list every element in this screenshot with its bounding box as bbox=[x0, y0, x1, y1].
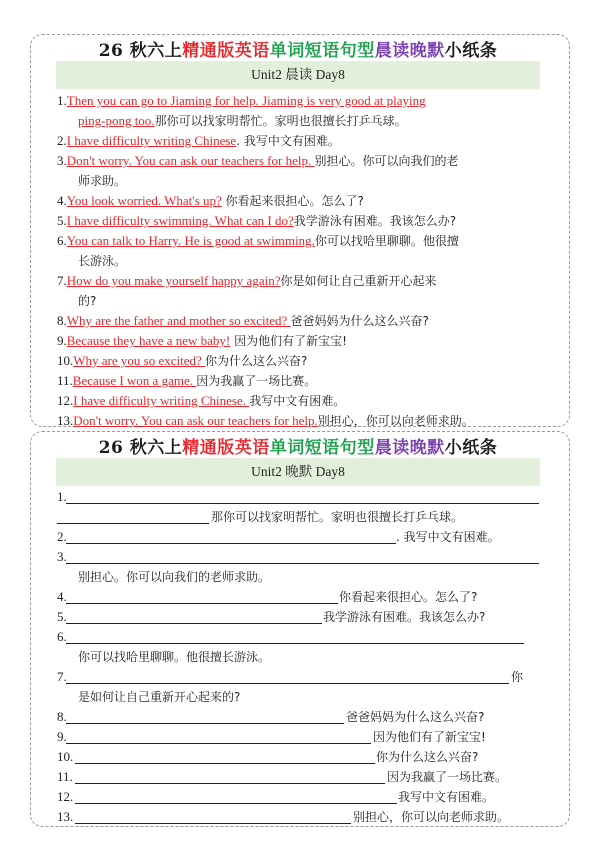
title-part-grade: 26 秋六上 bbox=[98, 41, 183, 61]
reading-item: 5.I have difficulty swimming. What can I do?我学游泳有困难。我该怎么办? bbox=[57, 213, 457, 228]
title-part-type: 小纸条 bbox=[444, 41, 498, 61]
answer-blank[interactable] bbox=[66, 643, 524, 644]
dictation-item: 11. 因为我赢了一场比赛。 bbox=[57, 769, 508, 784]
dictation-item-cont: 那你可以找家明帮忙。家明也很擅长打乒乓球。 bbox=[57, 507, 547, 527]
reading-item-cont: 的? bbox=[78, 294, 97, 308]
dictation-item: 10. 你为什么这么兴奋? bbox=[57, 749, 479, 764]
dictation-list bbox=[57, 487, 547, 827]
reading-item: 8.Why are the father and mother so excited? 爸爸妈妈为什么这么兴奋? bbox=[57, 313, 429, 328]
dictation-item: 4. 你看起来很担心。怎么了? bbox=[57, 589, 478, 604]
dictation-item-cont: 别担心。你可以向我们的老师求助。 bbox=[78, 570, 271, 584]
dictation-item: 1. bbox=[57, 487, 547, 507]
dictation-item: 8. 爸爸妈妈为什么这么兴奋? bbox=[57, 709, 485, 724]
title-part-content: 单词短语句型 bbox=[269, 41, 375, 61]
reading-item: 13.Don't worry. You can ask our teachers for help.别担心，你可以向老师求助。 bbox=[57, 413, 474, 428]
dictation-item-cont: 是如何让自己重新开心起来的? bbox=[78, 690, 241, 704]
dictation-item: 6. bbox=[57, 627, 547, 647]
card2-subtitle: Unit2 晚默 Day8 bbox=[56, 458, 540, 486]
dictation-item: 2. . 我写中文有困难。 bbox=[57, 529, 500, 544]
dictation-item: 7. 你 bbox=[57, 669, 524, 684]
reading-item-cont: ping-pong too.那你可以找家明帮忙。家明也很擅长打乒乓球。 bbox=[78, 113, 407, 128]
title-part-grade: 26 秋六上 bbox=[98, 438, 183, 458]
reading-item: 6.You can talk to Harry. He is good at swimming.你可以找哈里聊聊。他很擅 bbox=[57, 233, 459, 248]
title-part-type: 小纸条 bbox=[444, 438, 498, 458]
card1-subtitle: Unit2 晨读 Day8 bbox=[56, 61, 540, 89]
answer-blank[interactable] bbox=[66, 743, 371, 744]
reading-item-cont: 长游泳。 bbox=[78, 254, 127, 268]
dictation-item: 13. 别担心，你可以向老师求助。 bbox=[57, 809, 510, 824]
answer-blank[interactable] bbox=[75, 783, 385, 784]
reading-list bbox=[57, 91, 547, 431]
answer-blank[interactable] bbox=[66, 683, 509, 684]
dictation-item-cont: 你可以找哈里聊聊。他很擅长游泳。 bbox=[78, 650, 271, 664]
reading-item: 7.How do you make yourself happy again?你是如何让自己重新开心起来 bbox=[57, 273, 437, 288]
answer-blank[interactable] bbox=[66, 623, 322, 624]
answer-blank[interactable] bbox=[75, 763, 375, 764]
title-part-activity: 晨读晚默 bbox=[374, 41, 445, 61]
answer-blank[interactable] bbox=[57, 523, 209, 524]
reading-item: 11.Because I won a game. 因为我赢了一场比赛。 bbox=[57, 373, 317, 388]
dictation-item: 9. 因为他们有了新宝宝! bbox=[57, 729, 486, 744]
answer-blank[interactable] bbox=[66, 503, 539, 504]
dictation-item: 3. bbox=[57, 547, 547, 567]
reading-item: 10.Why are you so excited? 你为什么这么兴奋? bbox=[57, 353, 308, 368]
answer-blank[interactable] bbox=[66, 603, 338, 604]
title-part-activity: 晨读晚默 bbox=[374, 438, 445, 458]
answer-blank[interactable] bbox=[66, 543, 396, 544]
reading-item: 3.Don't worry. You can ask our teachers for help. 别担心。你可以向我们的老 bbox=[57, 153, 459, 168]
reading-item-cont: 师求助。 bbox=[78, 174, 127, 188]
card1-title bbox=[0, 36, 596, 61]
card2-title bbox=[0, 433, 596, 458]
answer-blank[interactable] bbox=[66, 563, 539, 564]
answer-blank[interactable] bbox=[75, 803, 397, 804]
dictation-item: 5. 我学游泳有困难。我该怎么办? bbox=[57, 609, 486, 624]
answer-blank[interactable] bbox=[75, 823, 351, 824]
reading-item: 1.Then you can go to Jiaming for help. Jiaming is very good at playing bbox=[57, 93, 426, 108]
answer-blank[interactable] bbox=[66, 723, 344, 724]
reading-item: 9.Because they have a new baby! 因为他们有了新宝宝! bbox=[57, 333, 347, 348]
reading-item: 12.I have difficulty writing Chinese. 我写中文有困难。 bbox=[57, 393, 346, 408]
title-part-content: 单词短语句型 bbox=[269, 438, 375, 458]
reading-item: 4.You look worried. What's up? 你看起来很担心。怎么了? bbox=[57, 193, 364, 208]
reading-item: 2.I have difficulty writing Chinese. 我写中文有困难。 bbox=[57, 133, 340, 148]
title-part-edition: 精通版英语 bbox=[182, 438, 270, 458]
dictation-item: 12. 我写中文有困难。 bbox=[57, 789, 495, 804]
title-part-edition: 精通版英语 bbox=[182, 41, 270, 61]
